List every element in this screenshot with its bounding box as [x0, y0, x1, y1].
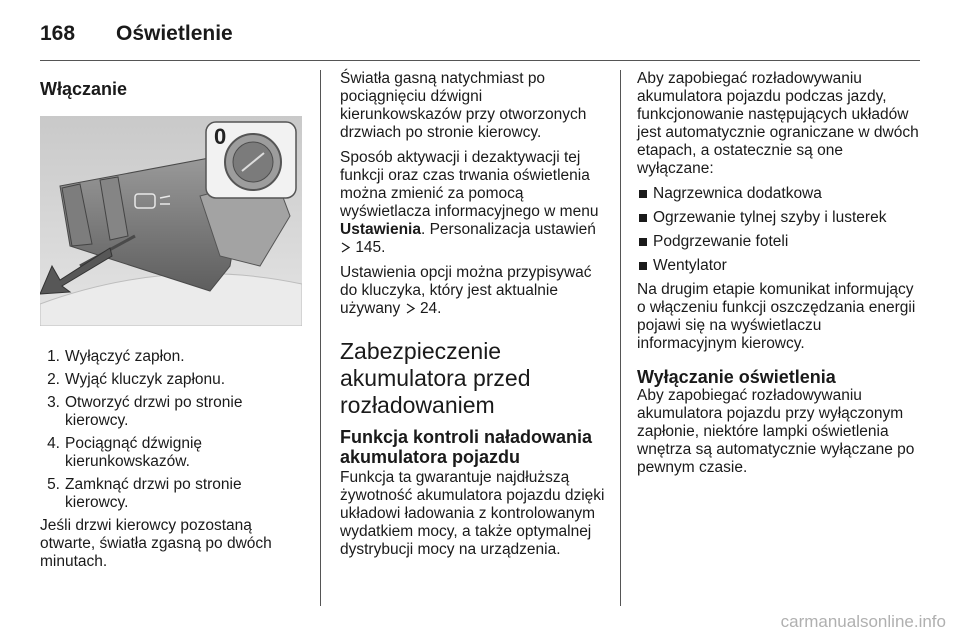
list-item: 5. Zamknąć drzwi po stronie kierowcy. — [47, 476, 242, 511]
bullet-square-icon — [639, 214, 647, 222]
column-1 — [40, 70, 302, 578]
lever-drawing — [40, 116, 302, 326]
column-3 — [637, 70, 922, 484]
list-item: Wentylator — [637, 257, 922, 275]
heading-lights-off: Wyłączanie oświetlenia — [637, 367, 836, 387]
list-item: Podgrzewanie foteli — [637, 233, 922, 251]
paragraph-interior-lights: Aby zapobiegać rozładowywaniu akumulatora pojazdu przy wyłączonym zapłonie, niektóre lampki oświetlenia wnętrza są automatycznie wyłączane po pewnym czasie. — [637, 387, 915, 476]
column-divider-2 — [620, 70, 621, 606]
menu-name: Ustawienia — [340, 221, 421, 238]
heading-charge-control: Funkcja kontroli naładowania akumulatora pojazdu — [340, 427, 593, 467]
watermark: carmanualsonline.info — [780, 612, 946, 631]
header-rule — [40, 60, 920, 61]
page-reference-icon — [405, 303, 416, 314]
section-title: Oświetlenie — [116, 22, 233, 45]
page-number: 168 — [40, 22, 76, 45]
paragraph-lights-off: Światła gasną natychmiast po pociągnięciu dźwigni kierunkowskazów przy otworzonych drzwiach po stronie kierowcy. — [340, 70, 587, 141]
bullet-square-icon — [639, 238, 647, 246]
paragraph-settings: Sposób aktywacji i dezaktywacji tej funkcji oraz czas trwania oświetlenia można zmienić za pomocą wyświetlacza informacyjnego w menu Ustawienia. Personalizacja ustawień 145. — [340, 149, 599, 256]
steps-list — [40, 348, 302, 512]
list-item: 3. Otworzyć drzwi po stronie kierowcy. — [47, 394, 243, 429]
paragraph-discharge-prevention: Aby zapobiegać rozładowywaniu akumulatora pojazdu podczas jazdy, funkcjonowanie następujących układów jest automatycznie ograniczane w dwóch etapach, a ostatecznie są one wyłączane: — [637, 70, 919, 177]
paragraph-charge-function: Funkcja ta gwarantuje najdłuższą żywotność akumulatora pojazdu dzięki układowi ładowania z kontrolowanym wydatkiem mocy, a także optymalnej dystrybucji mocy na urządzenia. — [340, 469, 605, 558]
paragraph-second-stage: Na drugim etapie komunikat informujący o włączeniu funkcji oszczędzania energii pojawi się na wyświetlaczu informacyjnym kierowcy. — [637, 281, 916, 352]
list-item: 2. Wyjąć kluczyk zapłonu. — [47, 371, 226, 388]
list-item: 4. Pociągnąć dźwignię kierunkowskazów. — [47, 435, 203, 470]
heading-wlaczanie: Włączanie — [40, 79, 128, 99]
ignition-zero-label: 0 — [214, 124, 227, 149]
column-divider-1 — [320, 70, 321, 606]
bullet-square-icon — [639, 262, 647, 270]
turn-signal-lever-illustration — [40, 116, 302, 326]
paragraph-door-open: Jeśli drzwi kierowcy pozostaną otwarte, światła zgasną po dwóch minutach. — [40, 517, 272, 570]
paragraph-key-assign: Ustawienia opcji można przypisywać do kluczyka, który jest aktualnie używany 24. — [340, 264, 592, 317]
list-item: Ogrzewanie tylnej szyby i lusterek — [637, 209, 922, 227]
list-item: 1. Wyłączyć zapłon. — [47, 348, 185, 365]
bullet-square-icon — [639, 190, 647, 198]
systems-list — [637, 185, 922, 275]
column-2 — [340, 70, 605, 566]
list-item: Nagrzewnica dodatkowa — [637, 185, 922, 203]
page-reference-icon — [340, 242, 351, 253]
heading-battery-protection: Zabezpieczenie akumulatora przed rozładowaniem — [340, 338, 531, 418]
